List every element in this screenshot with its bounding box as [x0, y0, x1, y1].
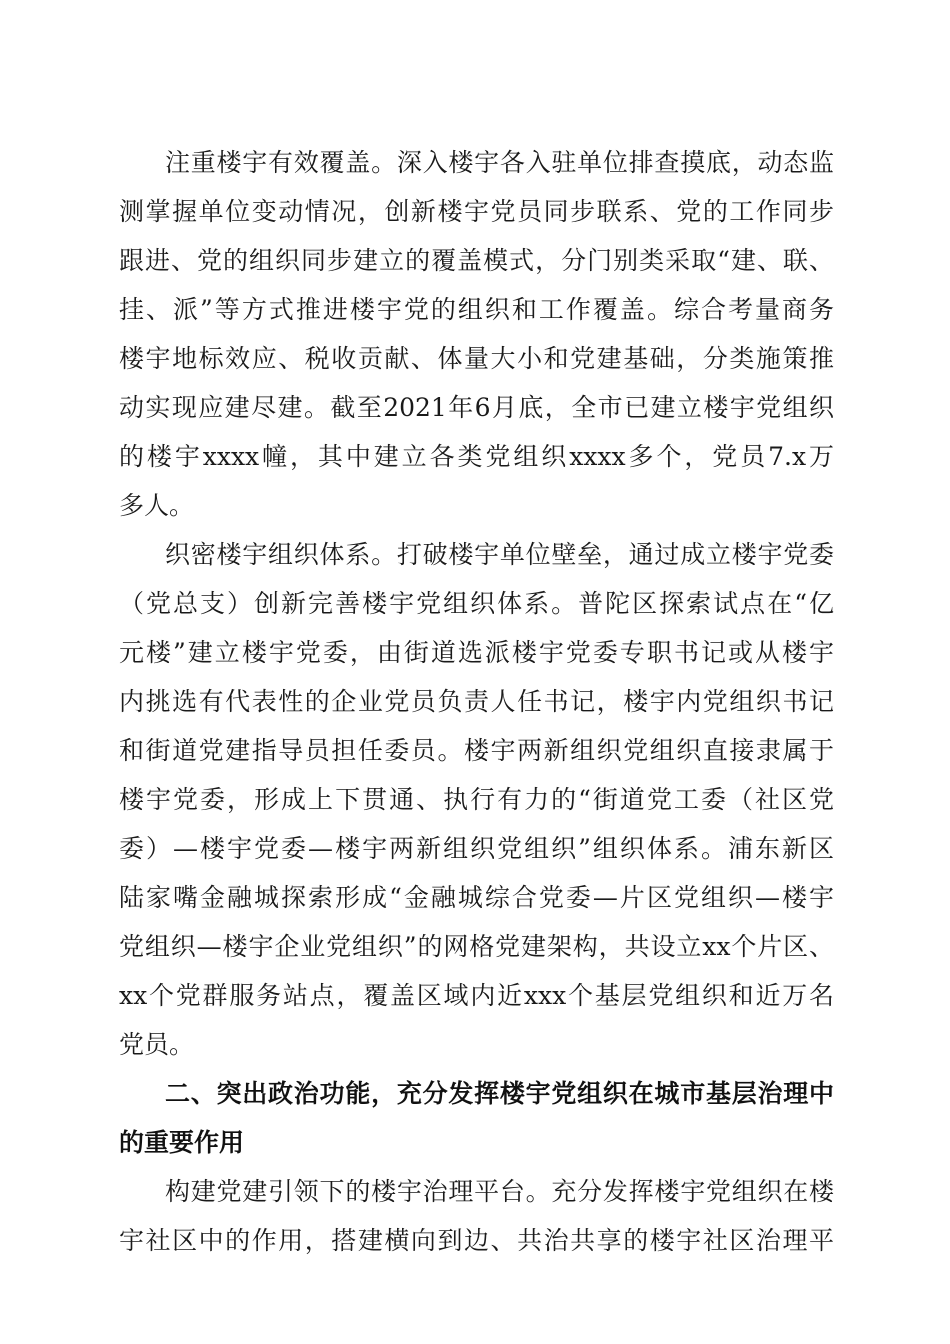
para1-line-5: 楼宇地标效应、税收贡献、体量大小和党建基础，分类施策推	[119, 344, 834, 373]
para1-line-6: 动实现应建尽建。截至2021年6月底，全市已建立楼宇党组织	[119, 393, 834, 422]
para1-line-2: 测掌握单位变动情况，创新楼宇党员同步联系、党的工作同步	[119, 197, 834, 226]
para2-line-3: 元楼”建立楼宇党委，由街道选派楼宇党委专职书记或从楼宇	[119, 638, 834, 667]
para2-line-5: 和街道党建指导员担任委员。楼宇两新组织党组织直接隶属于	[119, 736, 834, 765]
para2-line-9: 党组织—楼宇企业党组织”的网格党建架构，共设立xx个片区、	[119, 932, 834, 961]
para1-line-8: 多人。	[119, 491, 195, 520]
para2-line-10: xx个党群服务站点，覆盖区域内近xxx个基层党组织和近万名	[119, 981, 834, 1010]
para2-line-7: 委）—楼宇党委—楼宇两新组织党组织”组织体系。浦东新区	[119, 834, 834, 863]
para2-line-8: 陆家嘴金融城探索形成“金融城综合党委—片区党组织—楼宇	[119, 883, 834, 912]
para1-line-4: 挂、派”等方式推进楼宇党的组织和工作覆盖。综合考量商务	[119, 295, 834, 324]
para2-line-11: 党员。	[119, 1030, 195, 1059]
para1-line-7: 的楼宇xxxx幢，其中建立各类党组织xxxx多个，党员7.x万	[119, 442, 834, 471]
section-heading-line-1: 二、突出政治功能，充分发挥楼宇党组织在城市基层治理中	[165, 1079, 834, 1108]
para2-line-1: 织密楼宇组织体系。打破楼宇单位壁垒，通过成立楼宇党委	[165, 540, 834, 569]
para1-line-3: 跟进、党的组织同步建立的覆盖模式，分门别类采取“建、联、	[119, 246, 834, 275]
para3-line-1: 构建党建引领下的楼宇治理平台。充分发挥楼宇党组织在楼	[165, 1177, 834, 1206]
para1-line-1: 注重楼宇有效覆盖。深入楼宇各入驻单位排查摸底，动态监	[165, 148, 834, 177]
para2-line-2: （党总支）创新完善楼宇党组织体系。普陀区探索试点在“亿	[119, 589, 834, 618]
para2-line-4: 内挑选有代表性的企业党员负责人任书记，楼宇内党组织书记	[119, 687, 834, 716]
section-heading-line-2: 的重要作用	[119, 1128, 245, 1157]
para2-line-6: 楼宇党委，形成上下贯通、执行有力的“街道党工委（社区党	[119, 785, 834, 814]
para3-line-2: 宇社区中的作用，搭建横向到边、共治共享的楼宇社区治理平	[119, 1226, 834, 1255]
